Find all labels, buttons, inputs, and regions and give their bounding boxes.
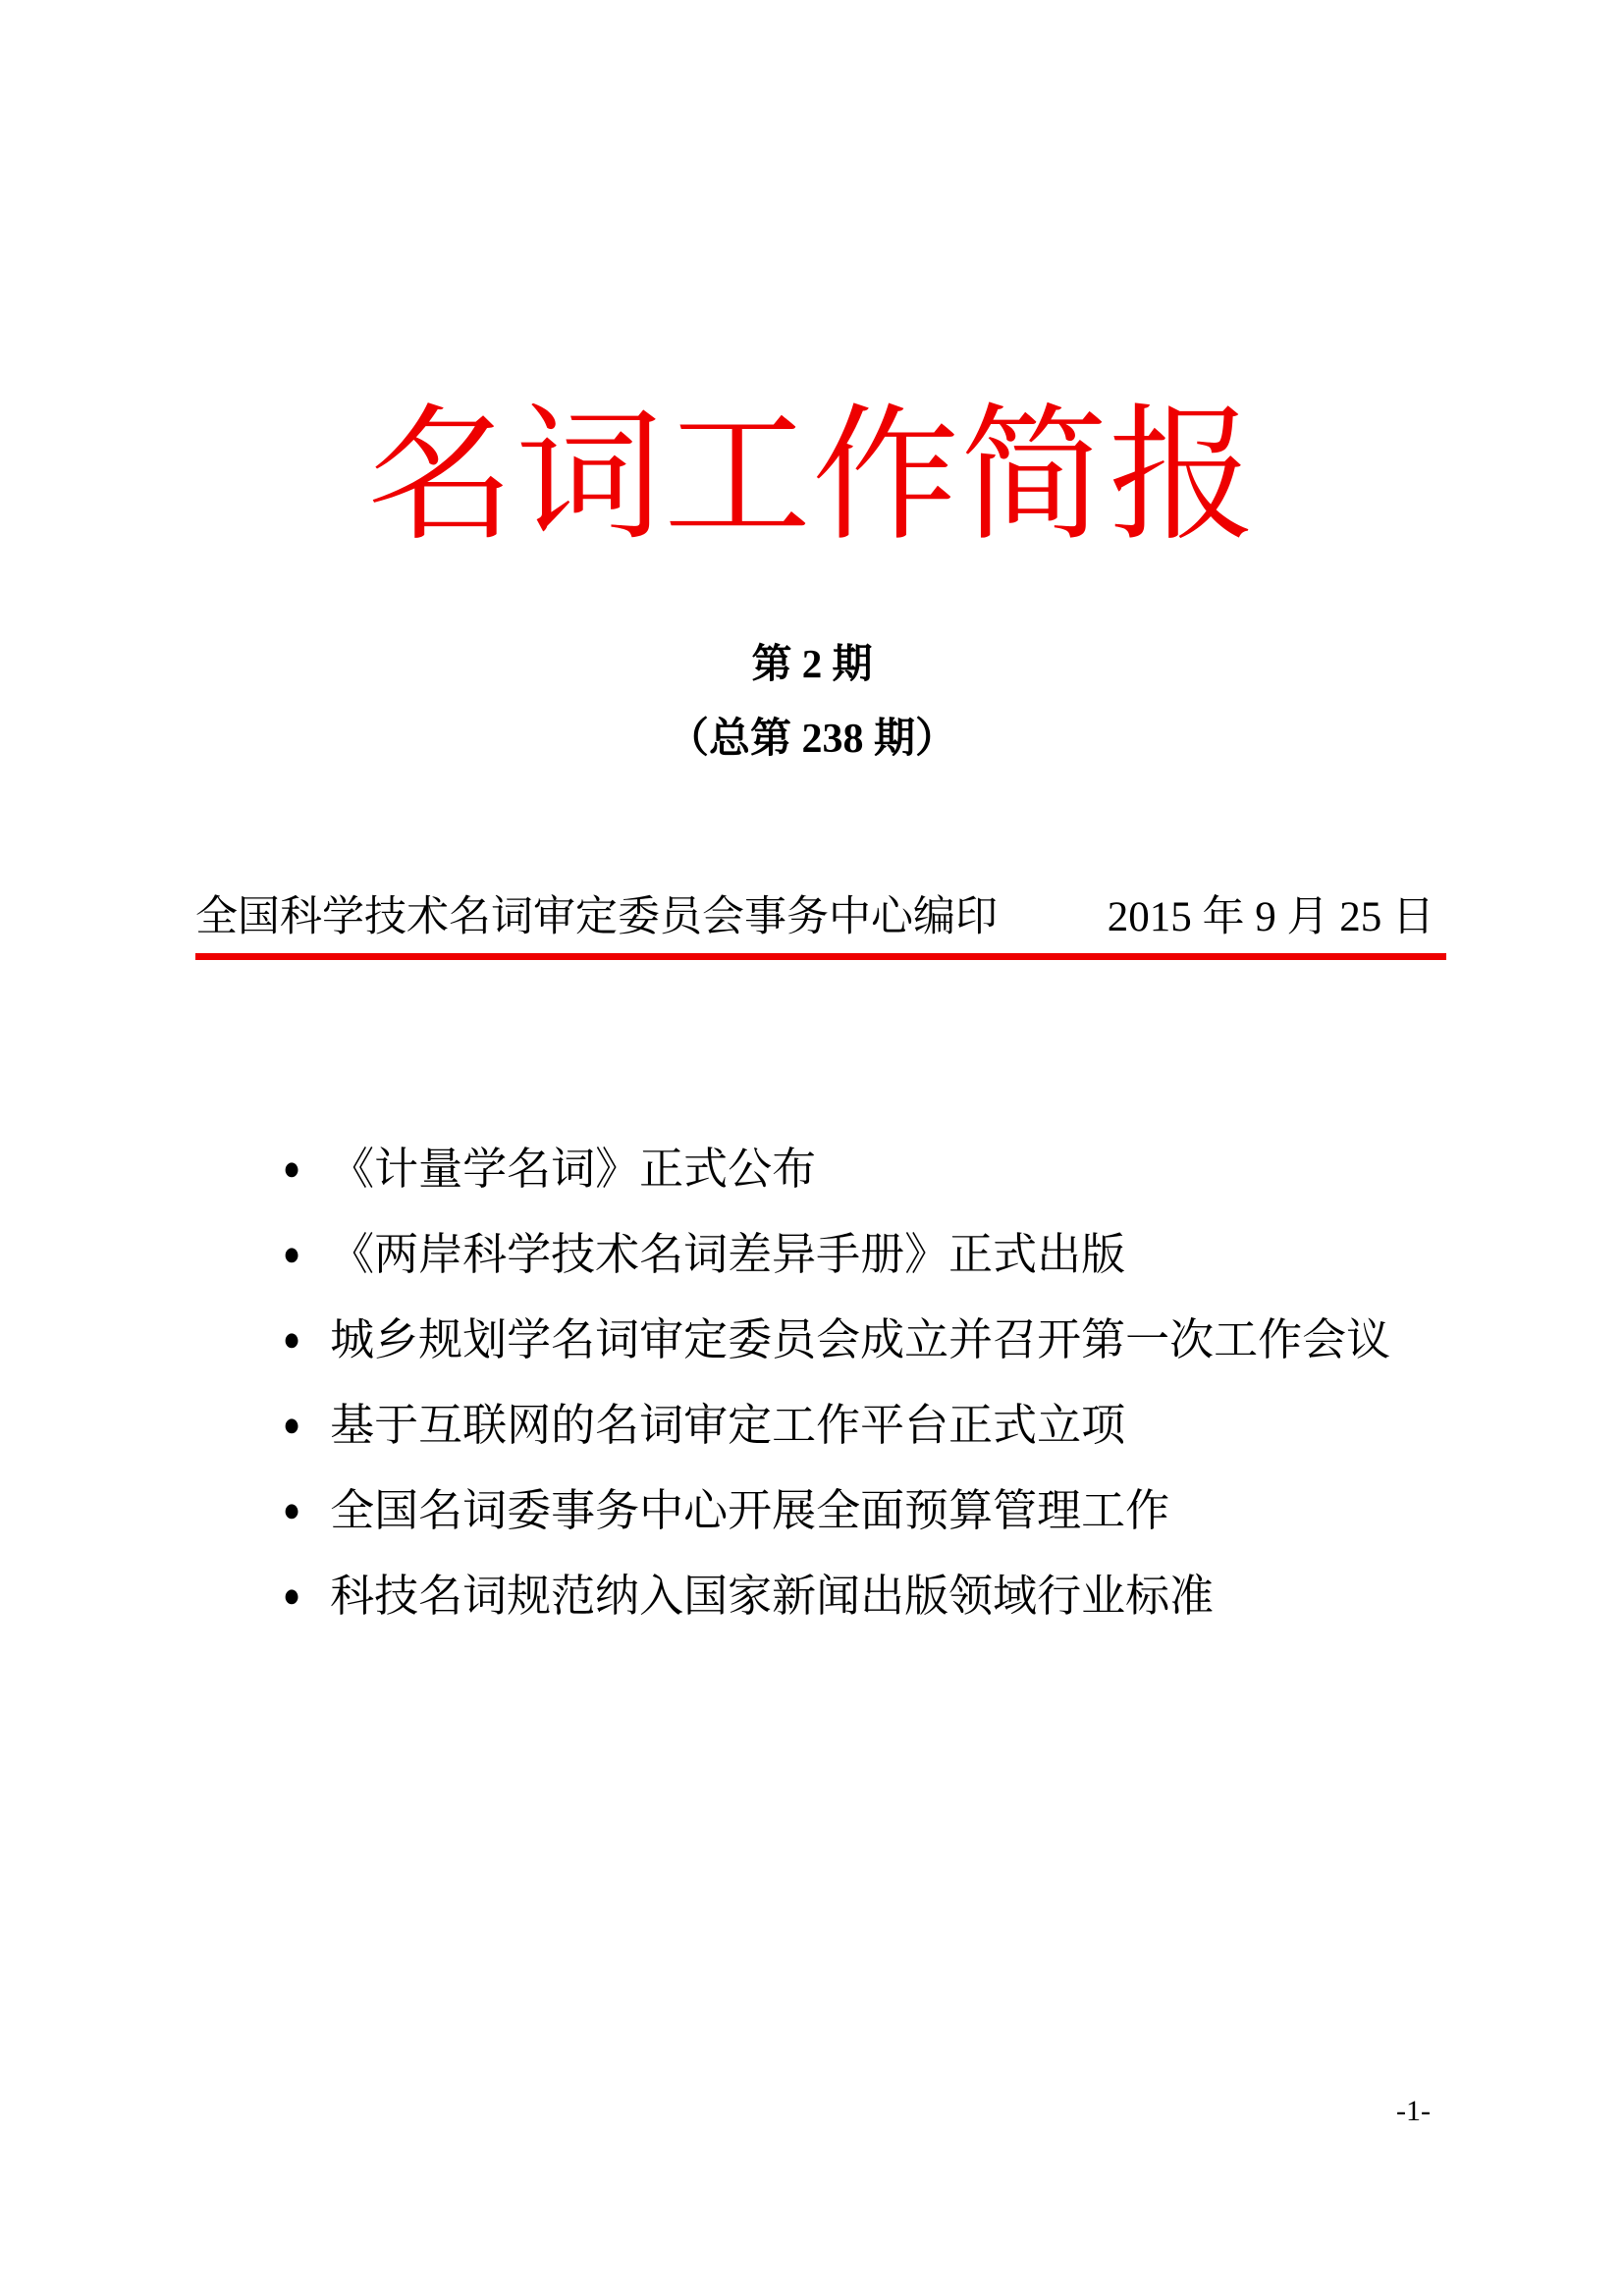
masthead-divider-rule xyxy=(195,953,1446,960)
publication-date: 2015 年 9 月 25 日 xyxy=(1107,894,1435,940)
list-item xyxy=(283,1553,1422,1638)
bullet-icon: ● xyxy=(283,1575,301,1614)
headline-text: 《计量学名词》正式公布 xyxy=(330,1144,817,1194)
headline-text: 《两岸科学技术名词差异手册》正式出版 xyxy=(330,1229,1126,1279)
bullet-icon: ● xyxy=(283,1148,301,1187)
headline-text: 科技名词规范纳入国家新闻出版领域行业标准 xyxy=(330,1571,1215,1621)
page-title: 名词工作简报 xyxy=(366,396,1257,559)
bullet-icon: ● xyxy=(283,1490,301,1528)
issue-number: 第 2 期 xyxy=(751,641,873,686)
publisher-name: 全国科学技术名词审定委员会事务中心编印 xyxy=(195,894,998,940)
headline-text: 基于互联网的名词审定工作平台正式立项 xyxy=(330,1400,1126,1450)
headline-text: 城乡规划学名词审定委员会成立并召开第一次工作会议 xyxy=(330,1314,1391,1364)
bullet-icon: ● xyxy=(283,1319,301,1358)
list-item xyxy=(283,1382,1422,1468)
list-item xyxy=(283,1211,1422,1297)
list-item xyxy=(283,1297,1422,1382)
list-item xyxy=(283,1126,1422,1211)
page-number: -1- xyxy=(1396,2095,1431,2127)
headline-text: 全国名词委事务中心开展全面预算管理工作 xyxy=(330,1485,1170,1535)
bullet-icon: ● xyxy=(283,1234,301,1272)
list-item xyxy=(283,1468,1422,1553)
issue-total-number: （总第 238 期） xyxy=(667,717,956,762)
headline-list xyxy=(283,1126,1422,1638)
bullet-icon: ● xyxy=(283,1405,301,1443)
masthead-row xyxy=(195,891,1435,944)
